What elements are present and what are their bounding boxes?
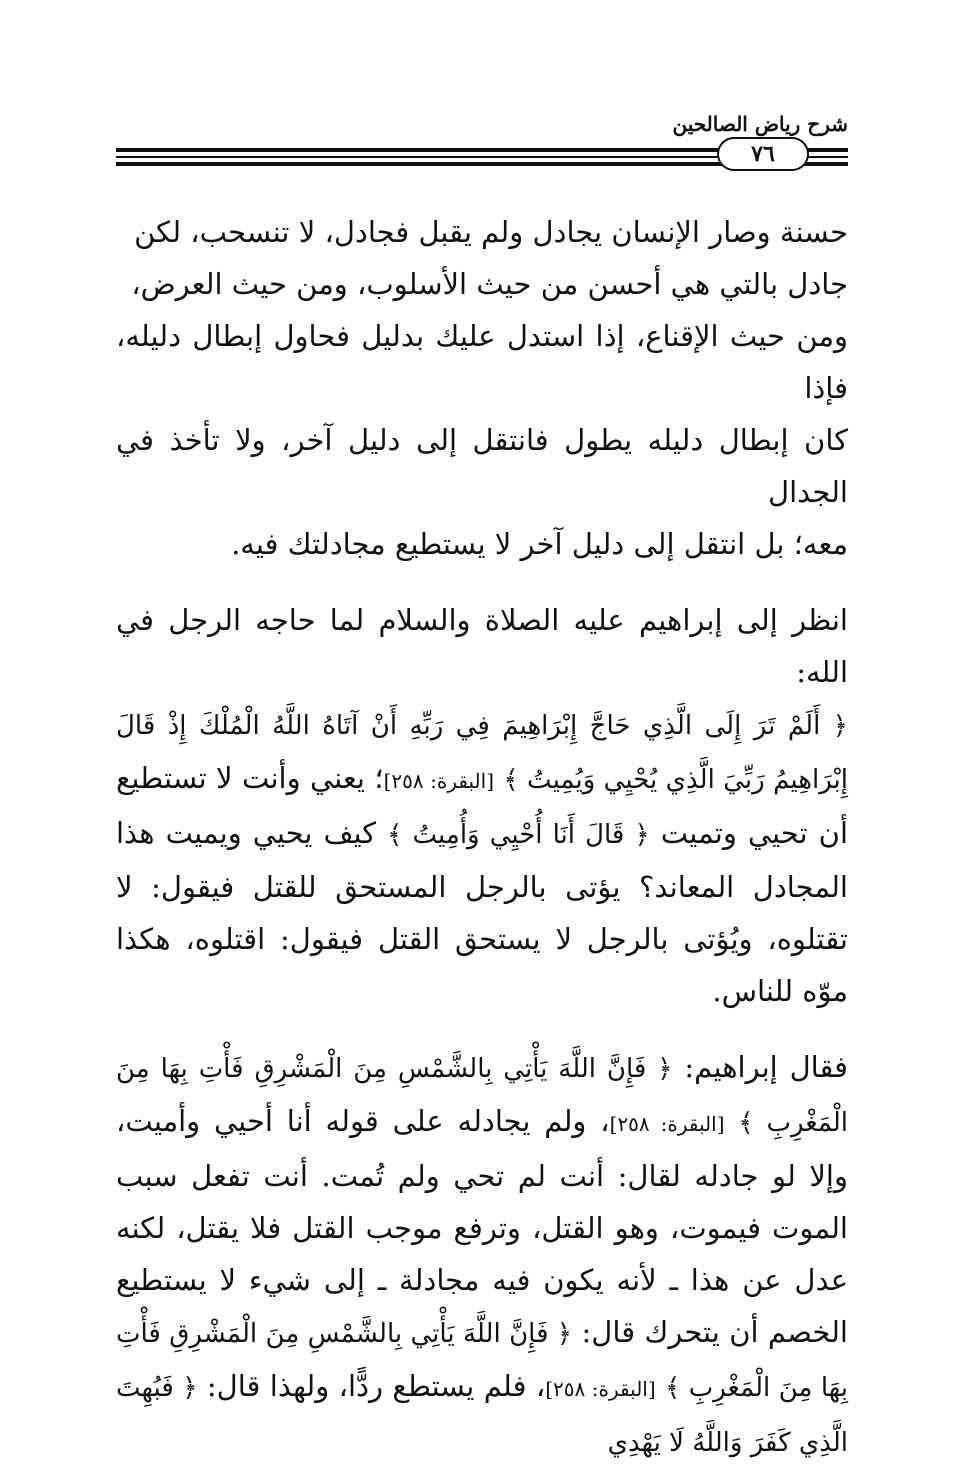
paragraph-intro: انظر إلى إبراهيم عليه الصلاة والسلام لما حاجه الرجل في الله: (116, 603, 848, 689)
quran-verse: ﴿ فَإِنَّ اللَّهَ يَأْتِي بِالشَّمْسِ مِنَ الْمَشْرِقِ فَأْتِ بِهَا مِنَ الْمَغْرِبِ ﴾ (116, 1054, 849, 1138)
paragraph-intro: فقال إبراهيم: (684, 1050, 849, 1084)
text-line: معه؛ بل انتقل إلى دليل آخر لا يستطيع مجادلتك فيه. (231, 527, 848, 561)
commentary-text: ، ولم يجادله على قوله أنا أحيي وأميت، وإلا لو جادله لقال: أنت لم تحي ولم تُمت. أنت تفعل سبب الموت فيموت، وهو القتل، وترفع موجب القتل فلا يقتل، لكنه عدل عن هذا ـ لأنه يكون فيه مجادلة ـ إلى شيء لا يستطيع الخصم أن يتحرك قال: (116, 1104, 848, 1349)
book-title: شرح رياض الصالحين (672, 112, 848, 136)
page-body (116, 206, 848, 1469)
text-line: جادل بالتي هي أحسن من حيث الأسلوب، ومن حيث العرض، (131, 267, 848, 301)
text-line: كان إبطال دليله يطول فانتقل إلى دليل آخر، ولا تأخذ في الجدال (116, 423, 848, 509)
page-number: ٧٦ (751, 141, 775, 167)
quran-verse: ﴿ فَبُهِتَ الَّذِي كَفَرَ وَاللَّهُ لَا يَهْدِي (116, 1373, 848, 1458)
commentary-text: ؛ يعني وأنت لا تستطيع أن تحيي وتميت (116, 761, 849, 850)
quran-verse: ﴿ فَإِنَّ اللَّهَ يَأْتِي بِالشَّمْسِ مِنَ الْمَشْرِقِ فَأْتِ بِهَا مِنَ الْمَغْرِبِ ﴾ (116, 1319, 848, 1403)
quran-verse: ﴿ أَلَمْ تَرَ إِلَى الَّذِي حَاجَّ إِبْرَاهِيمَ فِي رَبِّهِ أَنْ آتَاهُ اللَّهُ الْمُلْكَ إِذْ قَالَ إِبْرَاهِيمُ رَبِّيَ الَّذِي يُحْيِي وَيُمِيتُ ﴾ (116, 711, 849, 795)
commentary-text: كيف يحيي ويميت هذا المجادل المعاند؟ يؤتى بالرجل المستحق للقتل فيقول: لا تقتلوه، ويُؤتى بالرجل لا يستحق القتل فيقول: اقتلوه، هكذا موّه للناس. (116, 816, 848, 1008)
paragraph-1 (116, 206, 848, 570)
commentary-text: ، فلم يستطع ردًّا، ولهذا قال: (206, 1369, 546, 1403)
quran-verse: ﴿ قَالَ أَنَا أُحْيِي وَأُمِيتُ ﴾ (387, 820, 650, 850)
paragraph-3 (116, 1041, 848, 1469)
surah-reference: [البقرة: ٢٥٨] (609, 1112, 725, 1136)
page-number-badge (717, 137, 809, 171)
surah-reference: [البقرة: ٢٥٨] (383, 769, 494, 793)
page-header (116, 112, 848, 172)
text-line: حسنة وصار الإنسان يجادل ولم يقبل فجادل، لا تنسحب، لكن (134, 215, 848, 249)
surah-reference: [البقرة: ٢٥٨] (545, 1377, 656, 1401)
paragraph-2 (116, 594, 848, 1017)
text-line: ومن حيث الإقناع، إذا استدل عليك بدليل فحاول إبطال دليله، فإذا (116, 319, 848, 405)
